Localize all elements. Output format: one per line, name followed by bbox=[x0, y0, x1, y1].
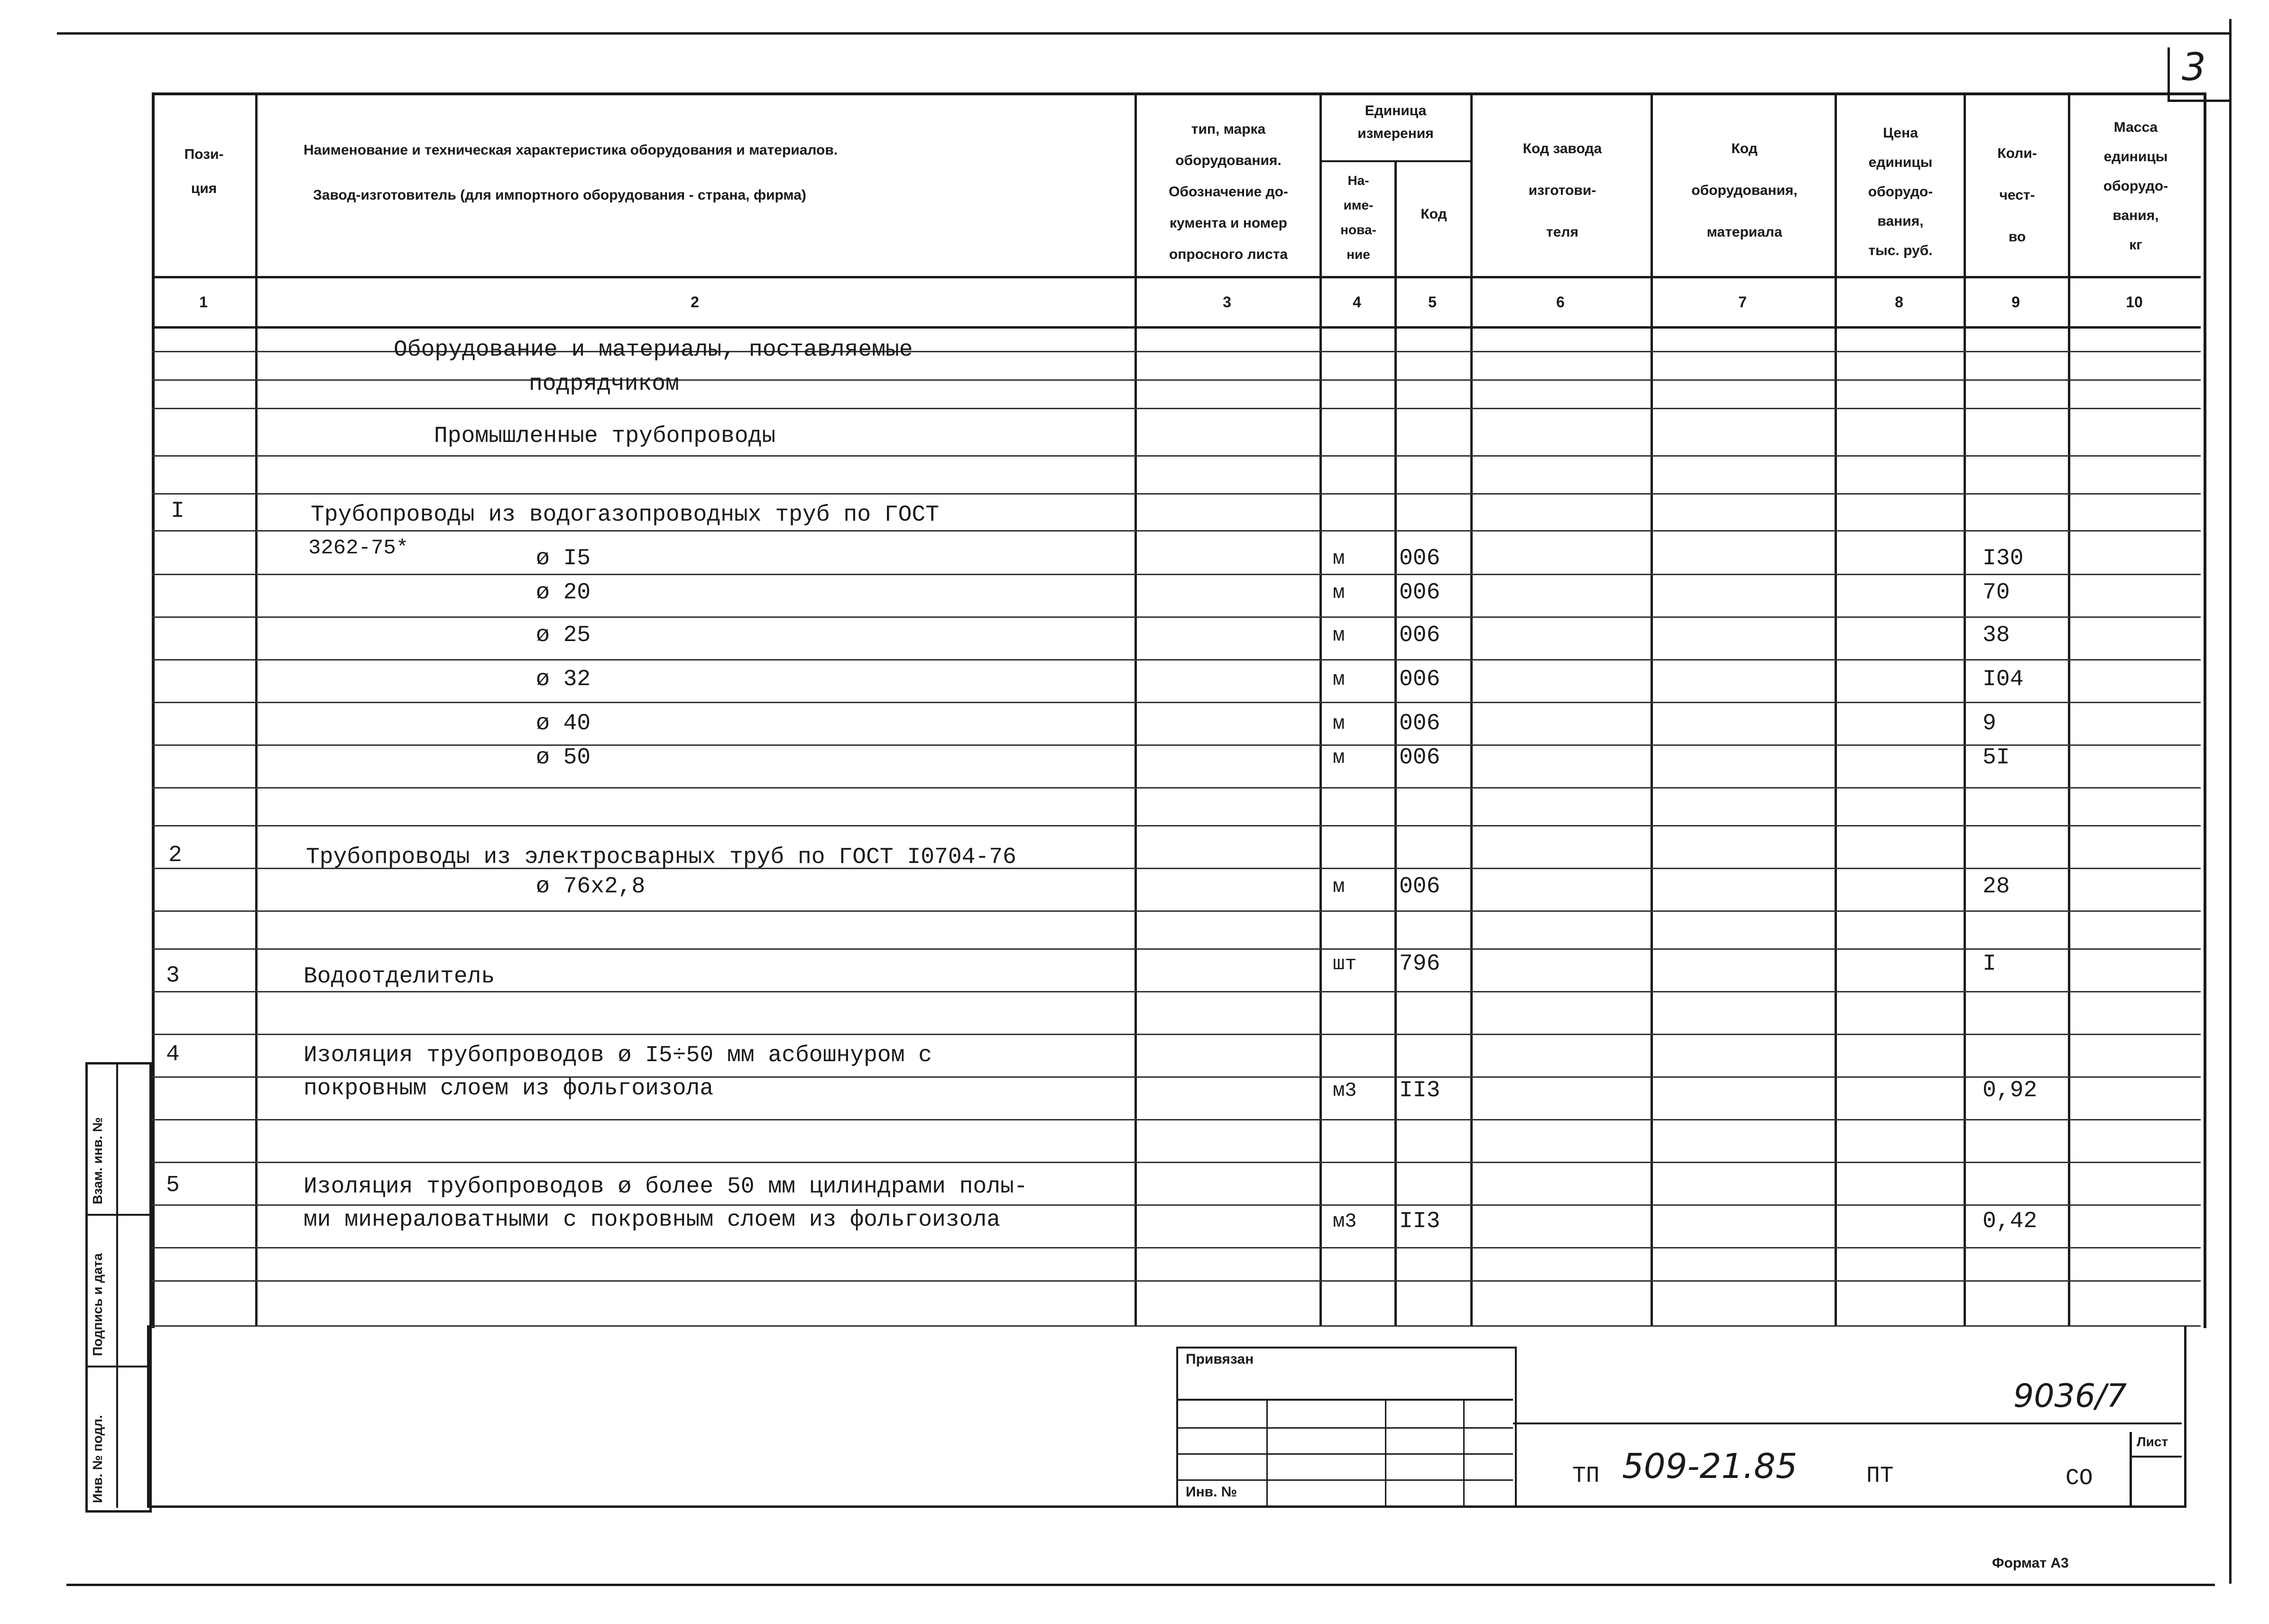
header-col6: Код завода изготови- теля bbox=[1522, 141, 1602, 240]
unit-name: м bbox=[1333, 712, 1345, 735]
privyazan-col bbox=[1463, 1400, 1465, 1505]
column-number: 8 bbox=[1895, 294, 1903, 311]
header-col2-line1: Наименование и техническая характеристика оборудования и материалов. bbox=[304, 142, 838, 158]
table-row-line bbox=[152, 991, 2201, 992]
side-stamp-line bbox=[85, 1214, 149, 1216]
privyazan-col bbox=[1266, 1400, 1268, 1505]
unit-code: 006 bbox=[1399, 874, 1440, 899]
inv-no-label: Инв. № bbox=[1186, 1484, 1237, 1500]
section-title-line1: Оборудование и материалы, поставляемые bbox=[394, 337, 913, 363]
section-title-2: Промышленные трубопроводы bbox=[434, 423, 776, 449]
unit-name: шт bbox=[1333, 953, 1357, 975]
position-number: 2 bbox=[168, 843, 182, 868]
header-col7: Код оборудования, материала bbox=[1691, 141, 1798, 240]
column-number: 2 bbox=[691, 294, 699, 311]
header-col2-line2: Завод-изготовитель (для импортного оборудования - страна, фирма) bbox=[313, 187, 806, 203]
side-stamp-divider bbox=[116, 1062, 118, 1508]
quantity: 5I bbox=[1983, 745, 2010, 771]
doc-co: СО bbox=[2066, 1466, 2093, 1491]
sheet-label: Лист bbox=[2137, 1434, 2168, 1449]
pipe-size: ø 32 bbox=[536, 667, 591, 692]
item-name: Водоотделитель bbox=[304, 964, 495, 990]
position-number: 4 bbox=[166, 1042, 180, 1067]
header-col5: Код bbox=[1420, 206, 1447, 222]
item-name: Трубопроводы из электросварных труб по ГОСТ I0704-76 bbox=[306, 844, 1016, 870]
quantity: 38 bbox=[1983, 623, 2010, 648]
unit-code: II3 bbox=[1399, 1078, 1440, 1103]
unit-name: м3 bbox=[1333, 1210, 1357, 1233]
privyazan-line bbox=[1176, 1479, 1513, 1481]
unit-name: м bbox=[1333, 746, 1345, 769]
column-number: 7 bbox=[1738, 294, 1747, 311]
doc-code-line bbox=[1513, 1422, 2182, 1424]
quantity: 0,42 bbox=[1983, 1209, 2038, 1234]
column-number: 4 bbox=[1353, 294, 1361, 311]
table-row-line bbox=[152, 787, 2201, 789]
table-row-line bbox=[152, 530, 2201, 532]
table-row-line bbox=[152, 455, 2201, 457]
table-row-line bbox=[152, 1034, 2201, 1035]
unit-name: м bbox=[1333, 581, 1345, 604]
header-col10: Масса единицы оборудо- вания, кг bbox=[2103, 119, 2168, 253]
column-number: 3 bbox=[1223, 294, 1231, 311]
position-number: 5 bbox=[166, 1173, 180, 1198]
table-row-line bbox=[152, 825, 2201, 826]
item-name: Изоляция трубопроводов ø более 50 мм цилиндрами полы- bbox=[304, 1174, 1028, 1200]
side-stamp-line bbox=[85, 1366, 149, 1367]
unit-code: 006 bbox=[1399, 546, 1440, 571]
header-col1: Пози- ция bbox=[184, 147, 224, 196]
item-name: Трубопроводы из водогазопроводных труб по ГОСТ bbox=[311, 502, 940, 528]
privyazan-label: Привязан bbox=[1186, 1351, 1254, 1367]
quantity: I04 bbox=[1983, 667, 2024, 692]
doc-pt: ПТ bbox=[1866, 1463, 1894, 1489]
privyazan-line bbox=[1176, 1427, 1513, 1429]
quantity: 0,92 bbox=[1983, 1078, 2038, 1103]
unit-code: 006 bbox=[1399, 745, 1440, 771]
column-number: 6 bbox=[1556, 294, 1565, 311]
table-row-line bbox=[152, 379, 2201, 381]
unit-name: м bbox=[1333, 668, 1345, 691]
top-border bbox=[57, 32, 2229, 35]
pipe-size: ø 50 bbox=[536, 745, 591, 771]
unit-name: м bbox=[1333, 875, 1345, 898]
unit-name: м3 bbox=[1333, 1079, 1357, 1102]
column-number: 9 bbox=[2011, 294, 2020, 311]
pipe-size: ø 20 bbox=[536, 580, 591, 606]
unit-group-divider bbox=[1319, 160, 1470, 162]
header-col9: Коли- чест- во bbox=[1997, 146, 2037, 245]
table-row-line bbox=[152, 1204, 2201, 1206]
unit-code: 006 bbox=[1399, 623, 1440, 648]
doc-code-hand: 509-21.85 bbox=[1622, 1446, 1798, 1486]
unit-code: 006 bbox=[1399, 711, 1440, 736]
table-row-line bbox=[152, 910, 2201, 912]
column-number: 10 bbox=[2126, 294, 2143, 311]
item-name: Изоляция трубопроводов ø I5÷50 мм асбошнуром с bbox=[304, 1043, 932, 1068]
table-row-line bbox=[152, 659, 2201, 661]
hand-number: 9036/7 bbox=[2013, 1377, 2127, 1415]
column-number-line bbox=[152, 326, 2201, 329]
table-row-line bbox=[152, 1280, 2201, 1282]
right-border bbox=[2229, 19, 2232, 1584]
side-stamp-inv: Инв. № подл. bbox=[90, 1415, 105, 1503]
item-name-cont: 3262-75* bbox=[308, 536, 409, 560]
pipe-size: ø I5 bbox=[536, 546, 591, 571]
table-row-line bbox=[152, 702, 2201, 703]
table-row-line bbox=[152, 574, 2201, 575]
side-stamp-replace: Взам. инв. № bbox=[90, 1117, 105, 1204]
position-number: I bbox=[171, 498, 184, 524]
unit-name: м bbox=[1333, 624, 1345, 647]
table-row-line bbox=[152, 948, 2201, 950]
quantity: 28 bbox=[1983, 874, 2010, 899]
column-number: 5 bbox=[1428, 294, 1437, 311]
unit-code: 796 bbox=[1399, 951, 1440, 977]
bottom-border bbox=[66, 1584, 2215, 1586]
quantity: I30 bbox=[1983, 546, 2024, 571]
item-name-cont: покровным слоем из фольгоизола bbox=[304, 1076, 714, 1101]
unit-name: м bbox=[1333, 547, 1345, 570]
privyazan-line bbox=[1176, 1399, 1513, 1401]
header-col8: Цена единицы оборудо- вания, тыс. руб. bbox=[1868, 125, 1933, 258]
privyazan-line bbox=[1176, 1453, 1513, 1455]
unit-code: 006 bbox=[1399, 580, 1440, 606]
unit-code: II3 bbox=[1399, 1209, 1440, 1234]
sheet-cell-line bbox=[2130, 1456, 2182, 1458]
privyazan-col bbox=[1385, 1400, 1386, 1505]
doc-code-prefix: ТП bbox=[1572, 1463, 1600, 1489]
header-col4: На- име- нова- ние bbox=[1340, 173, 1376, 262]
header-col3: тип, марка оборудования. Обозначение до- кумента и номер опросного листа bbox=[1169, 121, 1288, 262]
position-number: 3 bbox=[166, 963, 180, 989]
quantity: 70 bbox=[1983, 580, 2010, 606]
column-number: 1 bbox=[199, 294, 208, 311]
quantity: 9 bbox=[1983, 711, 1996, 736]
table-row-line bbox=[152, 616, 2201, 618]
table-row-line bbox=[152, 1119, 2201, 1120]
side-stamp-sign: Подпись и дата bbox=[90, 1253, 105, 1356]
table-row-line bbox=[152, 744, 2201, 746]
table-row-line bbox=[152, 408, 2201, 409]
pipe-size: ø 40 bbox=[536, 711, 591, 736]
table-row-line bbox=[152, 493, 2201, 495]
col-line-4 bbox=[1394, 161, 1397, 1325]
pipe-size: ø 25 bbox=[536, 623, 591, 648]
format-label: Формат А3 bbox=[1992, 1555, 2069, 1571]
table-row-line bbox=[152, 1247, 2201, 1248]
quantity: I bbox=[1983, 951, 1996, 977]
pipe-size: ø 76x2,8 bbox=[536, 874, 646, 899]
unit-code: 006 bbox=[1399, 667, 1440, 692]
section-title-line2: подрядчиком bbox=[529, 371, 679, 397]
item-name-cont: ми минераловатными с покровным слоем из фольгоизола bbox=[304, 1207, 1001, 1233]
sheet-corner-number: 3 bbox=[2182, 45, 2206, 89]
header-unit-group: Единица измерения bbox=[1357, 103, 1434, 141]
table-row-line bbox=[152, 1162, 2201, 1163]
header-bottom-line bbox=[152, 276, 2201, 278]
